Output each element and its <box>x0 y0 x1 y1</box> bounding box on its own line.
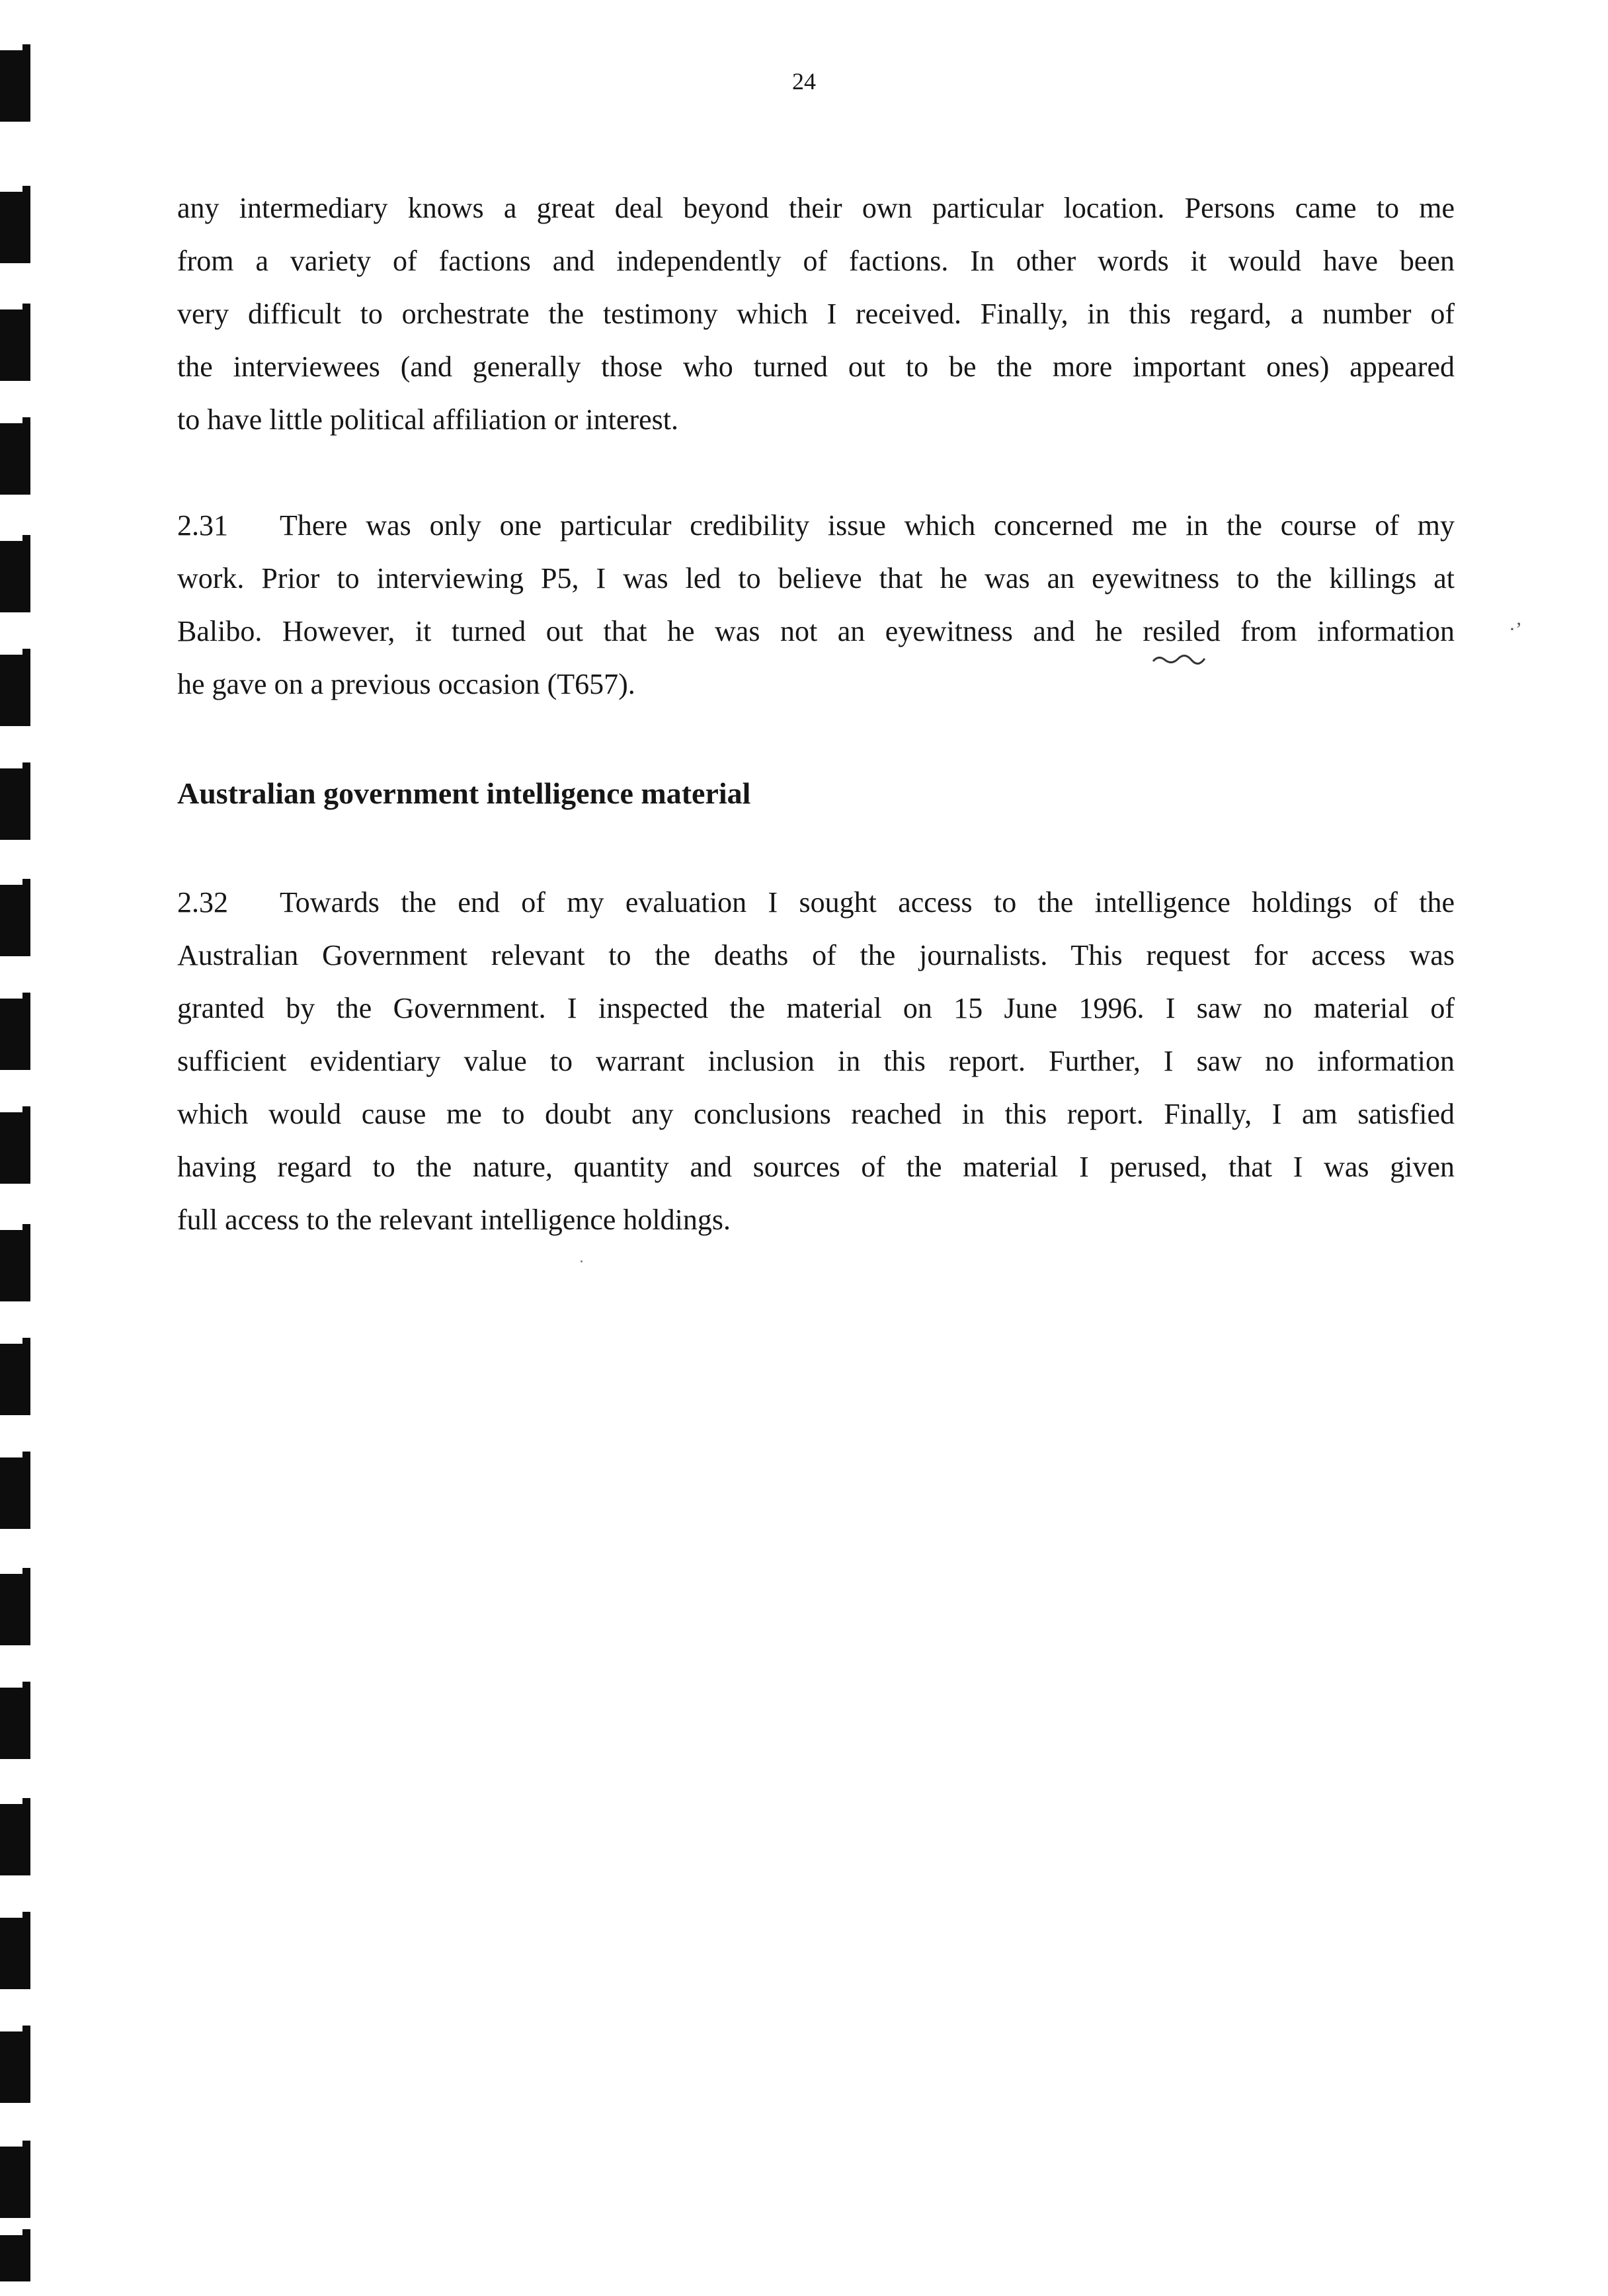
punch-hole-bar <box>0 423 30 495</box>
punch-hole-bar <box>0 309 30 381</box>
punch-hole-bar <box>0 541 30 612</box>
punch-hole-bar <box>0 655 30 726</box>
paragraph-number: 2.31 <box>177 509 228 542</box>
punch-hole-bar <box>0 1457 30 1529</box>
text-line: Australian Government relevant to the deaths of the journalists. This request for access was <box>177 939 1455 971</box>
punch-hole-bar <box>0 885 30 956</box>
section-heading: Australian government intelligence material <box>177 776 751 810</box>
punch-hole-bar <box>0 1574 30 1645</box>
punch-hole-bar <box>0 1688 30 1759</box>
text-line: to have little political affiliation or interest. <box>177 403 678 436</box>
text-line: the interviewees (and generally those who turned out to be the more important ones) appeared <box>177 350 1455 383</box>
scan-speck <box>581 1260 583 1262</box>
text-line: work. Prior to interviewing P5, I was led to believe that he was an eyewitness to the killings at <box>177 562 1455 594</box>
text-line: sufficient evidentiary value to warrant inclusion in this report. Further, I saw no information <box>177 1045 1455 1077</box>
text-line <box>177 883 1455 922</box>
punch-hole-bar <box>0 768 30 840</box>
punch-hole-bar <box>0 192 30 263</box>
punch-hole-bar <box>0 2147 30 2218</box>
text-line: having regard to the nature, quantity and sources of the material I perused, that I was given <box>177 1151 1455 1183</box>
punch-hole-bar <box>0 999 30 1070</box>
paragraph-first-line: Towards the end of my evaluation I sought access to the intelligence holdings of the <box>280 886 1455 919</box>
handwritten-squiggle-mark <box>1152 653 1206 665</box>
text-line: very difficult to orchestrate the testimony which I received. Finally, in this regard, a number of <box>177 298 1455 330</box>
text-line: Balibo. However, it turned out that he was not an eyewitness and he resiled from information <box>177 615 1455 647</box>
text-line: he gave on a previous occasion (T657). <box>177 668 635 700</box>
punch-hole-bar <box>0 2031 30 2103</box>
punch-hole-bar <box>0 2235 30 2281</box>
margin-annotation: ·’ <box>1509 618 1522 640</box>
punch-hole-bar <box>0 1344 30 1415</box>
text-line: granted by the Government. I inspected the material on 15 June 1996. I saw no material of <box>177 992 1455 1024</box>
text-line <box>177 506 1455 546</box>
text-line: from a variety of factions and independently of factions. In other words it would have been <box>177 245 1455 277</box>
punch-hole-bar <box>0 1112 30 1184</box>
punch-hole-bar <box>0 1230 30 1301</box>
paragraph-number: 2.32 <box>177 886 228 919</box>
paragraph-first-line: There was only one particular credibility issue which concerned me in the course of my <box>280 509 1455 542</box>
text-line: which would cause me to doubt any conclusions reached in this report. Finally, I am satisfied <box>177 1098 1455 1130</box>
page-number: 24 <box>792 68 816 95</box>
punch-hole-bar <box>0 1804 30 1875</box>
text-line: any intermediary knows a great deal beyond their own particular location. Persons came to me <box>177 192 1455 224</box>
punch-hole-bar <box>0 1918 30 1989</box>
text-line: full access to the relevant intelligence holdings. <box>177 1204 731 1236</box>
